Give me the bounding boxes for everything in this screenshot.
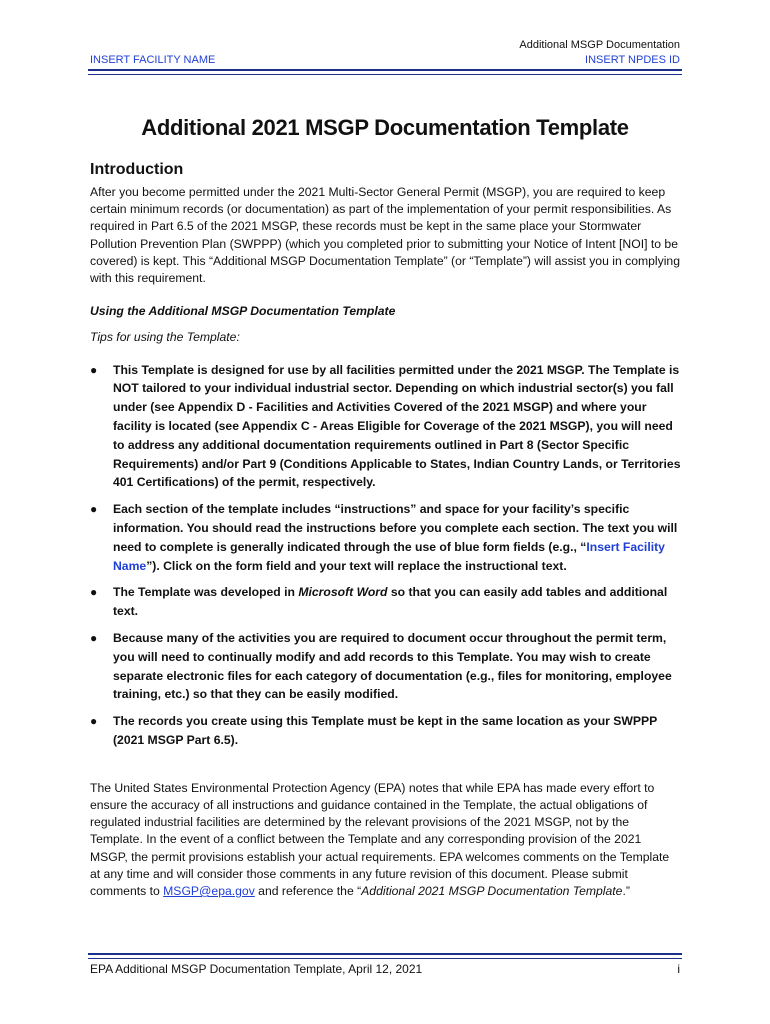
- tips-list: [90, 361, 682, 750]
- page-title: Additional 2021 MSGP Documentation Template: [141, 115, 629, 140]
- list-item: [90, 500, 682, 575]
- using-template-heading: Using the Additional MSGP Documentation Template: [90, 304, 396, 319]
- header-doc-name: Additional MSGP Documentation: [519, 39, 680, 51]
- bullet-icon: ●: [90, 502, 98, 517]
- disclaimer-text: .”: [622, 883, 630, 898]
- facility-name-field[interactable]: INSERT FACILITY NAME: [90, 54, 216, 66]
- footer-divider: [88, 953, 682, 959]
- bullet-text: ”). Click on the form field and your text will replace the instructional text.: [146, 558, 567, 573]
- disclaimer-paragraph: [90, 780, 682, 900]
- bullet-text: The Template was developed in: [113, 585, 299, 600]
- page-number: i: [677, 962, 680, 976]
- bullet-text: Because many of the activities you are required to document occur throughout the permit term, you will need to continually modify and add records to this Template. You may wish to create separate electronic files for each category of documentation (e.g., files for monitoring, employee training, etc.) so that they can be easily modified.: [113, 630, 672, 702]
- bullet-text: The records you create using this Template must be kept in the same location as your SWPPP (2021 MSGP Part 6.5).: [113, 714, 658, 747]
- list-item: [90, 361, 682, 493]
- list-item: [90, 629, 682, 704]
- npdes-id-field[interactable]: INSERT NPDES ID: [585, 54, 680, 66]
- bullet-text: This Template is designed for use by all facilities permitted under the 2021 MSGP. The Template is NOT tailored to your individual industrial sector. Depending on which industrial sector(s) you fall under (see Appendix D - Facilities and Activities Covered of the 2021 MSGP) and where your facility is located (see Appendix C - Areas Eligible for Coverage of the 2021 MSGP), you will need to address any additional documentation requirements outlined in Part 8 (Sector Specific Requirements) and/or Part 9 (Conditions Applicable to States, Indian Country Lands, or Territories 401 Certifications) of the permit, respectively.: [113, 362, 681, 490]
- header-right: [519, 38, 680, 68]
- bullet-text: so that you can easily add tables and additional text.: [113, 585, 668, 619]
- header-divider: [88, 69, 682, 75]
- disclaimer-text: The United States Environmental Protection Agency (EPA) notes that while EPA has made every effort to ensure the accuracy of all instructions and guidance contained in the Template, the actual obligations of regulated industrial facilities are determined by the relevant provisions of the 2021 MSGP, not by the Template. In the event of a conflict between the Template and any corresponding provision of the 2021 MSGP, the permit provisions establish your actual requirements. EPA welcomes comments on the Template at any time and will consider those comments in any future revision of this document. Please submit comments to: [90, 780, 670, 898]
- bullet-icon: ●: [90, 585, 98, 600]
- microsoft-word-text: Microsoft Word: [298, 585, 388, 600]
- bullet-text: Each section of the template includes “instructions” and space for your facility’s specific information. You should read the instructions before you complete each section. The text you will need to complete is generally indicated through the use of blue form fields (e.g., “: [113, 502, 678, 554]
- bullet-icon: ●: [90, 630, 98, 645]
- bullet-icon: ●: [90, 362, 98, 377]
- footer-text: EPA Additional MSGP Documentation Template, April 12, 2021: [90, 962, 423, 976]
- list-item: [90, 583, 682, 621]
- email-link[interactable]: MSGP@epa.gov: [163, 883, 255, 898]
- intro-paragraph: After you become permitted under the 2021 Multi-Sector General Permit (MSGP), you are required to keep certain minimum records (or documentation) as part of the implementation of your permit responsibilities. As required in Part 6.5 of the 2021 MSGP, these records must be kept in the same place your Stormwater Pollution Prevention Plan (SWPPP) (which you completed prior to submitting your Notice of Intent [NOI] to be covered) is kept. This “Additional MSGP Documentation Template” (or “Template”) will assist you in complying with this requirement.: [90, 185, 680, 286]
- insert-facility-name-field[interactable]: Insert Facility Name: [113, 539, 665, 573]
- intro-heading: Introduction: [90, 161, 184, 178]
- disclaimer-text: and reference the “: [254, 883, 362, 898]
- list-item: [90, 712, 682, 750]
- tips-label: Tips for using the Template:: [90, 330, 240, 345]
- body-content: [90, 160, 682, 900]
- template-name-text: Additional 2021 MSGP Documentation Template: [361, 883, 623, 898]
- bullet-icon: ●: [90, 714, 98, 729]
